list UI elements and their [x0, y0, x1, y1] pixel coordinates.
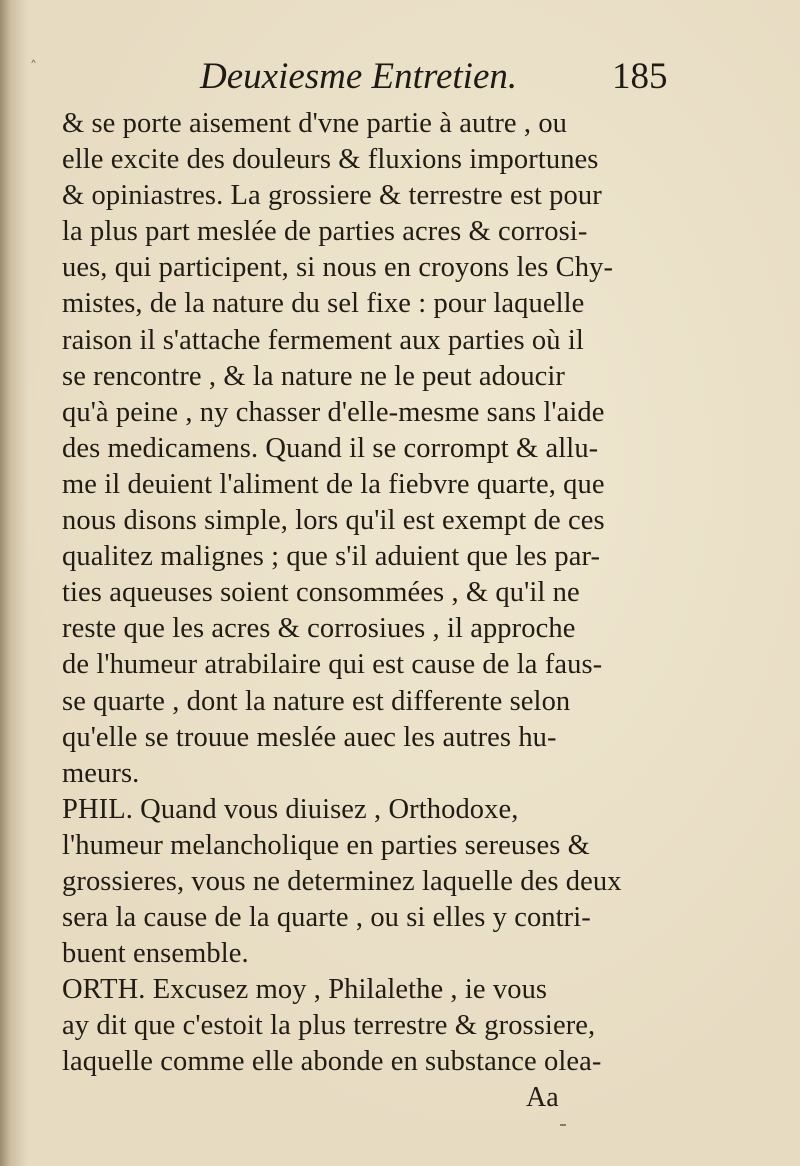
text-line: l'humeur melancholique en parties sereuses & — [62, 829, 590, 861]
text-line: meurs. — [62, 757, 140, 789]
text-line: qu'elle se trouue meslée auec les autres hu- — [62, 721, 557, 753]
text-line: buent ensemble. — [62, 938, 249, 970]
text-line: me il deuient l'aliment de la fiebvre quarte, que — [62, 468, 605, 500]
page-mark — [560, 1124, 566, 1126]
text-line: laquelle comme elle abonde en substance olea- — [62, 1046, 602, 1078]
text-line: sera la cause de la quarte , ou si elles y contri- — [62, 902, 591, 934]
text-line: ay dit que c'estoit la plus terrestre & grossiere, — [62, 1010, 596, 1042]
text-line: nous disons simple, lors qu'il est exempt de ces — [62, 505, 605, 537]
running-head — [200, 52, 668, 102]
text-line: ties aqueuses soient consommées , & qu'il ne — [62, 577, 580, 609]
text-line: qualitez malignes ; que s'il aduient que les par- — [62, 541, 601, 573]
text-line: raison il s'attache fermement aux parties où il — [62, 324, 584, 356]
gutter-mark-icon: ˄ — [30, 59, 37, 75]
text-line: la plus part meslée de parties acres & corrosi- — [62, 216, 588, 248]
text-line: qu'à peine , ny chasser d'elle-mesme sans l'aide — [62, 396, 605, 428]
text-line: ORTH. Excusez moy , Philalethe , ie vous — [62, 974, 548, 1006]
text-line: & se porte aisement d'vne partie à autre , ou — [62, 108, 568, 139]
text-line: & opiniastres. La grossiere & terrestre est pour — [62, 180, 602, 212]
text-line: de l'humeur atrabilaire qui est cause de la faus- — [62, 649, 603, 681]
running-title: Deuxiesme Entretien. — [200, 56, 518, 97]
text-line: mistes, de la nature du sel fixe : pour laquelle — [62, 288, 585, 320]
text-line: se rencontre , & la nature ne le peut adoucir — [62, 360, 566, 392]
body-text — [62, 106, 668, 1081]
text-line: reste que les acres & corrosiues , il approche — [62, 613, 576, 645]
text-line: PHIL. Quand vous diuisez , Orthodoxe, — [62, 793, 519, 825]
text-line: elle excite des douleurs & fluxions importunes — [62, 144, 599, 176]
text-line: se quarte , dont la nature est differente selon — [62, 685, 571, 717]
text-line: ues, qui participent, si nous en croyons les Chy- — [62, 252, 614, 284]
text-line: des medicamens. Quand il se corrompt & allu- — [62, 432, 599, 464]
text-line: grossieres, vous ne determinez laquelle des deux — [62, 865, 622, 897]
page-number: 185 — [612, 56, 668, 97]
catchword: Aa — [526, 1082, 559, 1113]
